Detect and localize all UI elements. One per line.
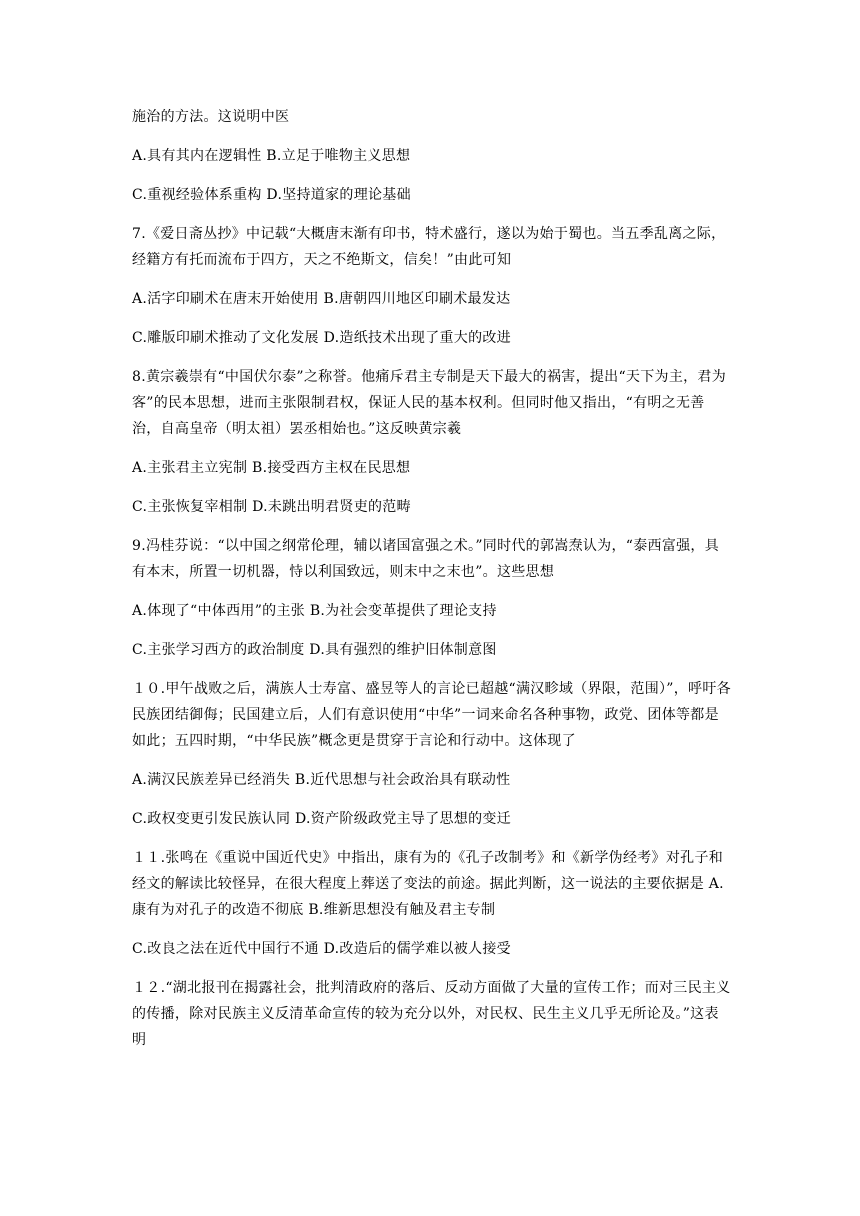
question-10-stem: １０.甲午战败之后，满族人士寿富、盛昱等人的言论已超越“满汉畛域（界限，范围）”，呼吁各民族团结御侮；民国建立后，人们有意识使用“中华”一词来命名各种事物，政党、团体等都是如此；五四时期，“中华民族”概念更是贯穿于言论和行动中。这体现了	[132, 681, 731, 749]
question-11-options-cd: C.改良之法在近代中国行不通 D.改造后的儒学难以被人接受	[132, 941, 511, 957]
question-7-stem: 7.《爱日斋丛抄》中记载“大概唐末渐有印书，特术盛行，遂以为始于蜀也。当五季乱离之际，经籍方有托而流布于四方，天之不绝斯文，信矣！”由此可知	[132, 226, 726, 268]
question-8-stem: 8.黄宗羲崇有“中国伏尔泰”之称誉。他痛斥君主专制是天下最大的祸害，提出“天下为主，君为客”的民本思想，进而主张限制君权，保证人民的基本权利。但同时他又指出，“有明之无善治，自高皇帝（明太祖）罢丞相始也。”这反映黄宗羲	[132, 369, 727, 437]
question-6-options-ab: A.具有其内在逻辑性 B.立足于唯物主义思想	[132, 148, 411, 164]
question-7-options-cd: C.雕版印刷术推动了文化发展 D.造纸技术出现了重大的改进	[132, 330, 511, 346]
question-9-options-ab: A.体现了“中体西用”的主张 B.为社会变革提供了理论支持	[132, 603, 497, 619]
question-10-options-ab: A.满汉民族差异已经消失 B.近代思想与社会政治具有联动性	[132, 772, 511, 788]
question-9-options-cd: C.主张学习西方的政治制度 D.具有强烈的维护旧体制意图	[132, 642, 497, 658]
question-10-options-cd: C.政权变更引发民族认同 D.资产阶级政党主导了思想的变迁	[132, 811, 511, 827]
question-11-stem: １１.张鸣在《重说中国近代史》中指出，康有为的《孔子改制考》和《新学伪经考》对孔子和经文的解读比较怪异，在很大程度上葬送了变法的前途。据此判断，这一说法的主要依据是 A.康有为对孔子的改造不彻底 B.维新思想没有触及君主专制	[132, 850, 724, 918]
question-12-stem: １２.“湖北报刊在揭露社会，批判清政府的落后、反动方面做了大量的宣传工作；而对三民主义的传播，除对民族主义反清革命宣传的较为充分以外，对民权、民生主义几乎无所论及。”这表明	[132, 980, 731, 1048]
document-body	[132, 104, 732, 1066]
question-8-options-ab: A.主张君主立宪制 B.接受西方主权在民思想	[132, 460, 411, 476]
question-9-stem: 9.冯桂芬说：“以中国之纲常伦理，辅以诸国富强之术。”同时代的郭嵩焘认为，“泰西富强，具有本末，所置一切机器，恃以利国致远，则末中之末也”。这些思想	[132, 538, 720, 580]
question-7-options-ab: A.活字印刷术在唐末开始使用 B.唐朝四川地区印刷术最发达	[132, 291, 511, 307]
question-6-stem-tail: 施治的方法。这说明中医	[132, 109, 290, 125]
question-8-options-cd: C.主张恢复宰相制 D.未跳出明君贤吏的范畴	[132, 499, 411, 515]
question-6-options-cd: C.重视经验体系重构 D.坚持道家的理论基础	[132, 187, 411, 203]
